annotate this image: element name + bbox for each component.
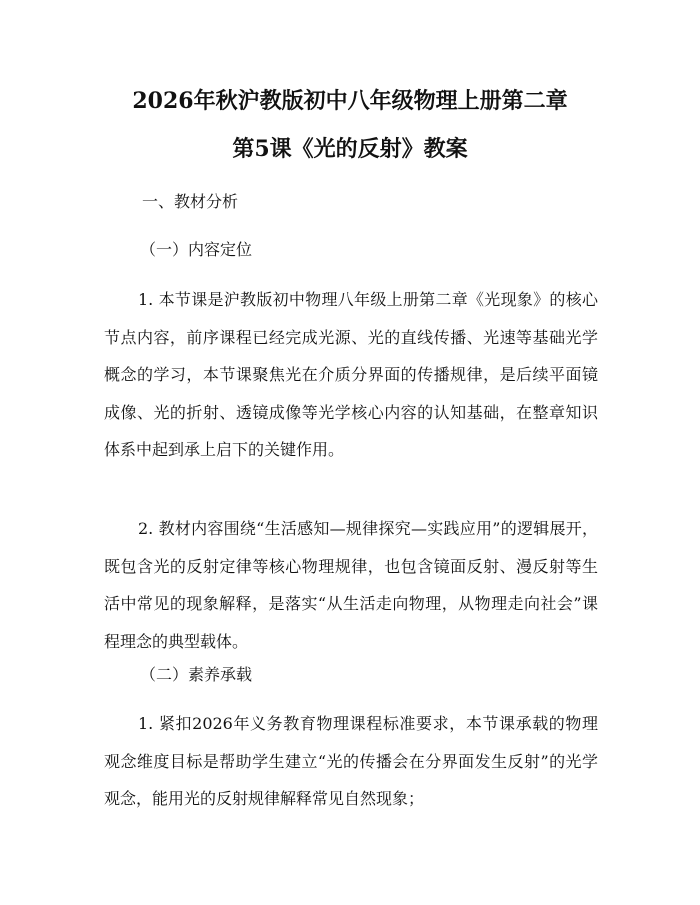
paragraph-content-positioning-1: 1. 本节课是沪教版初中物理八年级上册第二章《光现象》的核心节点内容，前序课程已经完成光源、光的直线传播、光速等基础光学概念的学习，本节课聚焦光在介质分界面的传播规律，是后续平面镜成像、光的折射、透镜成像等光学核心内容的认知基础，在整章知识体系中起到承上启下的关键作用。 xyxy=(104,290,598,459)
subsection-heading-literacy: （二）素养承载 xyxy=(140,665,253,684)
subsection-heading-content-positioning: （一）内容定位 xyxy=(140,240,253,259)
section-heading-textbook-analysis: 一、教材分析 xyxy=(142,192,239,211)
paragraph-content-positioning-2: 2. 教材内容围绕“生活感知—规律探究—实践应用”的逻辑展开，既包含光的反射定律等核心物理规律，也包含镜面反射、漫反射等生活中常见的现象解释，是落实“从生活走向物理，从物理走向社会”课程理念的典型载体。 xyxy=(104,519,598,651)
document-title-line1: 2026年秋沪教版初中八年级物理上册第二章 xyxy=(132,88,568,114)
document-title-line2: 第5课《光的反射》教案 xyxy=(232,136,468,162)
paragraph-literacy-1: 1. 紧扣2026年义务教育物理课程标准要求，本节课承载的物理观念维度目标是帮助学生建立“光的传播会在分界面发生反射”的光学观念，能用光的反射规律解释常见自然现象； xyxy=(104,714,598,808)
